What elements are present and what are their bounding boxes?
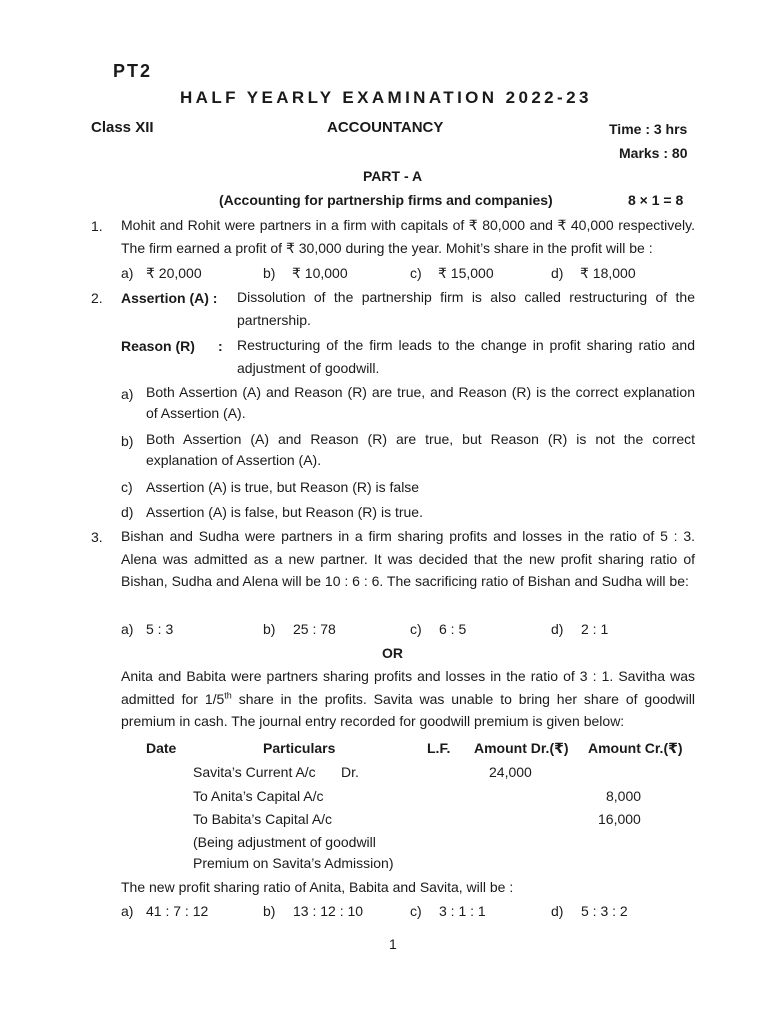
q3-alt-option-a-label: a) bbox=[121, 903, 134, 919]
journal-header-lf: L.F. bbox=[427, 740, 451, 756]
q3-number: 3. bbox=[91, 529, 103, 545]
class-label: Class XII bbox=[91, 119, 154, 136]
q3-alt-option-c: 3 : 1 : 1 bbox=[439, 903, 486, 919]
journal-narration-line2: Premium on Savita’s Admission) bbox=[193, 855, 394, 871]
subject-label: ACCOUNTANCY bbox=[327, 119, 444, 136]
journal-header-particulars: Particulars bbox=[263, 740, 336, 756]
part-marks-scheme: 8 × 1 = 8 bbox=[628, 192, 684, 208]
journal-narration-line1: (Being adjustment of goodwill bbox=[193, 834, 376, 850]
q2-option-d-label: d) bbox=[121, 504, 134, 520]
q2-reason-text: Restructuring of the firm leads to the change in profit sharing ratio and adjustment of goodwill. bbox=[237, 337, 695, 376]
q3-alt-text-part1: Anita and Babita were partners sharing profits and losses in the ratio of 3 : 1. Savitha was admitted for 1/5 bbox=[121, 668, 695, 707]
journal-row-dr-amount: 24,000 bbox=[489, 764, 532, 780]
q3-option-b: 25 : 78 bbox=[293, 621, 336, 637]
journal-row-dr-marker: Dr. bbox=[341, 764, 359, 780]
q1-option-b-label: b) bbox=[263, 265, 276, 281]
q3-option-c-label: c) bbox=[410, 621, 422, 637]
q3-option-d: 2 : 1 bbox=[581, 621, 609, 637]
q2-option-b: Both Assertion (A) and Reason (R) are true, but Reason (R) is not the correct explanation of Assertion (A). bbox=[146, 431, 695, 468]
q3-alt-option-b-label: b) bbox=[263, 903, 276, 919]
q2-reason-colon: : bbox=[218, 338, 223, 354]
part-title: PART - A bbox=[363, 168, 423, 184]
q3-option-a: 5 : 3 bbox=[146, 621, 174, 637]
q2-reason-label: Reason (R) bbox=[121, 338, 195, 354]
q2-option-c: Assertion (A) is true, but Reason (R) is false bbox=[146, 479, 420, 495]
q3-alt-option-a: 41 : 7 : 12 bbox=[146, 903, 209, 919]
exam-code: PT2 bbox=[113, 61, 153, 81]
q3-alt-option-d: 5 : 3 : 2 bbox=[581, 903, 628, 919]
q2-assertion-text: Dissolution of the partnership firm is also called restructuring of the partnership. bbox=[237, 289, 695, 328]
q3-alt-text-part2: share in the profits. Savita was unable to bring her share of goodwill premium in cash. The journal entry recorded for goodwill premium is given below: bbox=[121, 690, 695, 729]
q2-number: 2. bbox=[91, 290, 103, 306]
marks-label: Marks : 80 bbox=[619, 145, 688, 161]
q1-number: 1. bbox=[91, 218, 103, 234]
q1-option-c-label: c) bbox=[410, 265, 422, 281]
q1-option-a-label: a) bbox=[121, 265, 134, 281]
q1-option-d: ₹ 18,000 bbox=[580, 265, 636, 281]
q1-option-a: ₹ 20,000 bbox=[146, 265, 202, 281]
q2-option-a: Both Assertion (A) and Reason (R) are true, and Reason (R) is the correct explanation of Assertion (A). bbox=[146, 384, 695, 421]
journal-row-cr-amount: 16,000 bbox=[598, 811, 641, 827]
q2-option-d: Assertion (A) is false, but Reason (R) is true. bbox=[146, 504, 423, 520]
q2-option-b-label: b) bbox=[121, 433, 134, 449]
q1-option-b: ₹ 10,000 bbox=[292, 265, 348, 281]
exam-title: HALF YEARLY EXAMINATION 2022-23 bbox=[180, 88, 592, 107]
journal-header-amount-cr: Amount Cr.(₹) bbox=[588, 740, 683, 756]
q3-option-b-label: b) bbox=[263, 621, 276, 637]
q3-alt-option-c-label: c) bbox=[410, 903, 422, 919]
journal-row-cr-amount: 8,000 bbox=[606, 788, 642, 804]
q2-option-a-label: a) bbox=[121, 386, 134, 402]
journal-header-date: Date bbox=[146, 740, 177, 756]
page-number: 1 bbox=[389, 936, 397, 952]
q2-assertion-label: Assertion (A) : bbox=[121, 290, 218, 306]
q1-text: Mohit and Rohit were partners in a firm with capitals of ₹ 80,000 and ₹ 40,000 respectively. The firm earned a profit of ₹ 30,000 during the year. Mohit’s share in the profit will be : bbox=[121, 217, 695, 256]
q2-option-c-label: c) bbox=[121, 479, 133, 495]
or-divider: OR bbox=[382, 645, 403, 661]
journal-header-amount-dr: Amount Dr.(₹) bbox=[474, 740, 569, 756]
q1-option-c: ₹ 15,000 bbox=[438, 265, 494, 281]
q3-option-a-label: a) bbox=[121, 621, 134, 637]
q3-alt-text bbox=[121, 665, 695, 733]
q3-option-c: 6 : 5 bbox=[439, 621, 467, 637]
q3-alt-question: The new profit sharing ratio of Anita, Babita and Savita, will be : bbox=[121, 879, 514, 895]
q3-alt-text-sup: th bbox=[224, 689, 232, 700]
q3-option-d-label: d) bbox=[551, 621, 564, 637]
time-label: Time : 3 hrs bbox=[609, 121, 688, 137]
q3-alt-option-b: 13 : 12 : 10 bbox=[293, 903, 364, 919]
part-subtitle: (Accounting for partnership firms and companies) bbox=[219, 192, 553, 208]
journal-row-particulars: To Anita’s Capital A/c bbox=[193, 788, 324, 804]
journal-row-particulars: Savita’s Current A/c bbox=[193, 764, 316, 780]
q1-option-d-label: d) bbox=[551, 265, 564, 281]
q3-text: Bishan and Sudha were partners in a firm sharing profits and losses in the ratio of 5 : 3. Alena was admitted as a new partner. It was decided that the new profit sharing ratio of Bishan, Sudha and Alena will be 10 : 6 : 6. The sacrificing ratio of Bishan and Sudha will be: bbox=[121, 528, 695, 589]
q3-alt-option-d-label: d) bbox=[551, 903, 564, 919]
journal-row-particulars: To Babita’s Capital A/c bbox=[193, 811, 333, 827]
